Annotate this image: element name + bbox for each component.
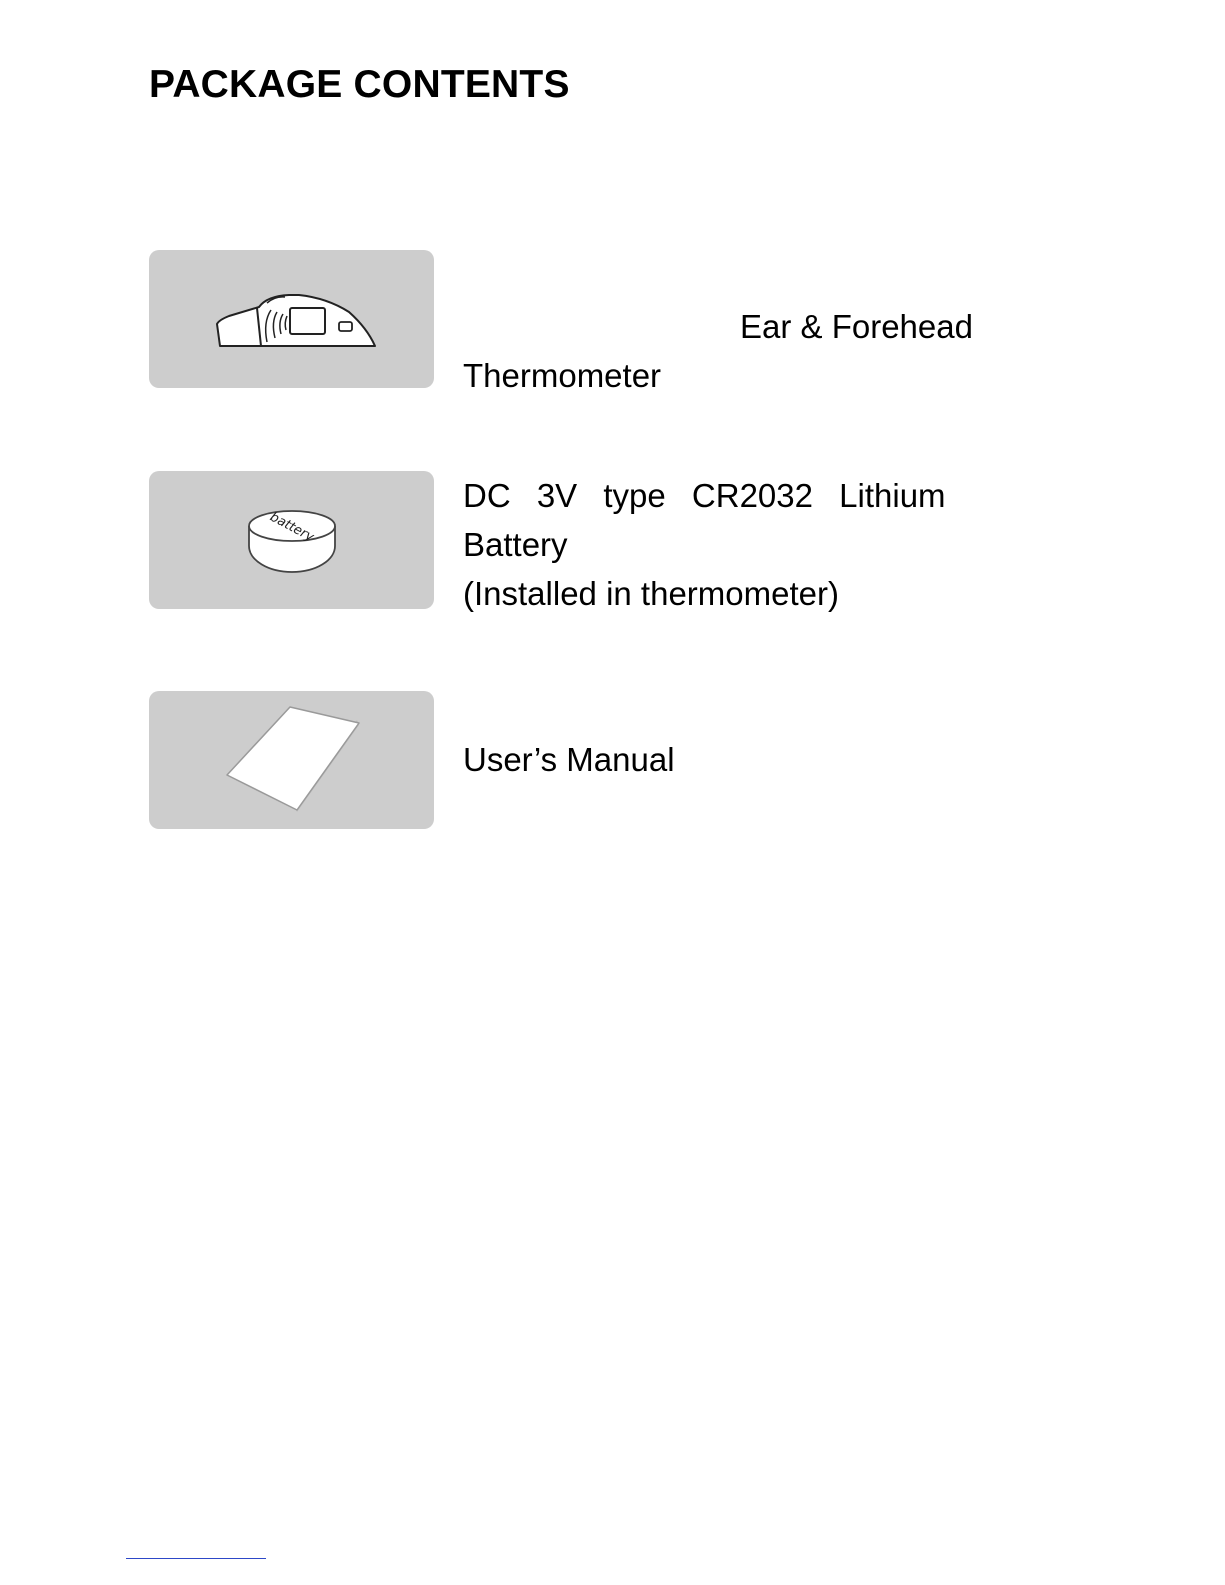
page-title: PACKAGE CONTENTS (149, 63, 570, 106)
thermometer-description (463, 302, 1003, 400)
item-line: Battery (463, 526, 568, 563)
thermometer-icon (149, 250, 434, 388)
item-line: Ear & Forehead (740, 308, 973, 345)
item-line: Thermometer (463, 357, 662, 394)
thermometer-image-panel (149, 250, 434, 388)
item-line: User’s Manual (463, 741, 675, 778)
battery-label: battery (267, 509, 317, 546)
manual-description (463, 735, 1003, 784)
battery-description (463, 471, 1003, 618)
battery-icon (149, 471, 434, 609)
manual-icon (149, 691, 434, 829)
footer-rule (126, 1558, 266, 1559)
battery-image-panel (149, 471, 434, 609)
manual-image-panel (149, 691, 434, 829)
item-line: DC 3V type CR2032 Lithium (463, 477, 946, 514)
item-line: (Installed in thermometer) (463, 575, 839, 612)
